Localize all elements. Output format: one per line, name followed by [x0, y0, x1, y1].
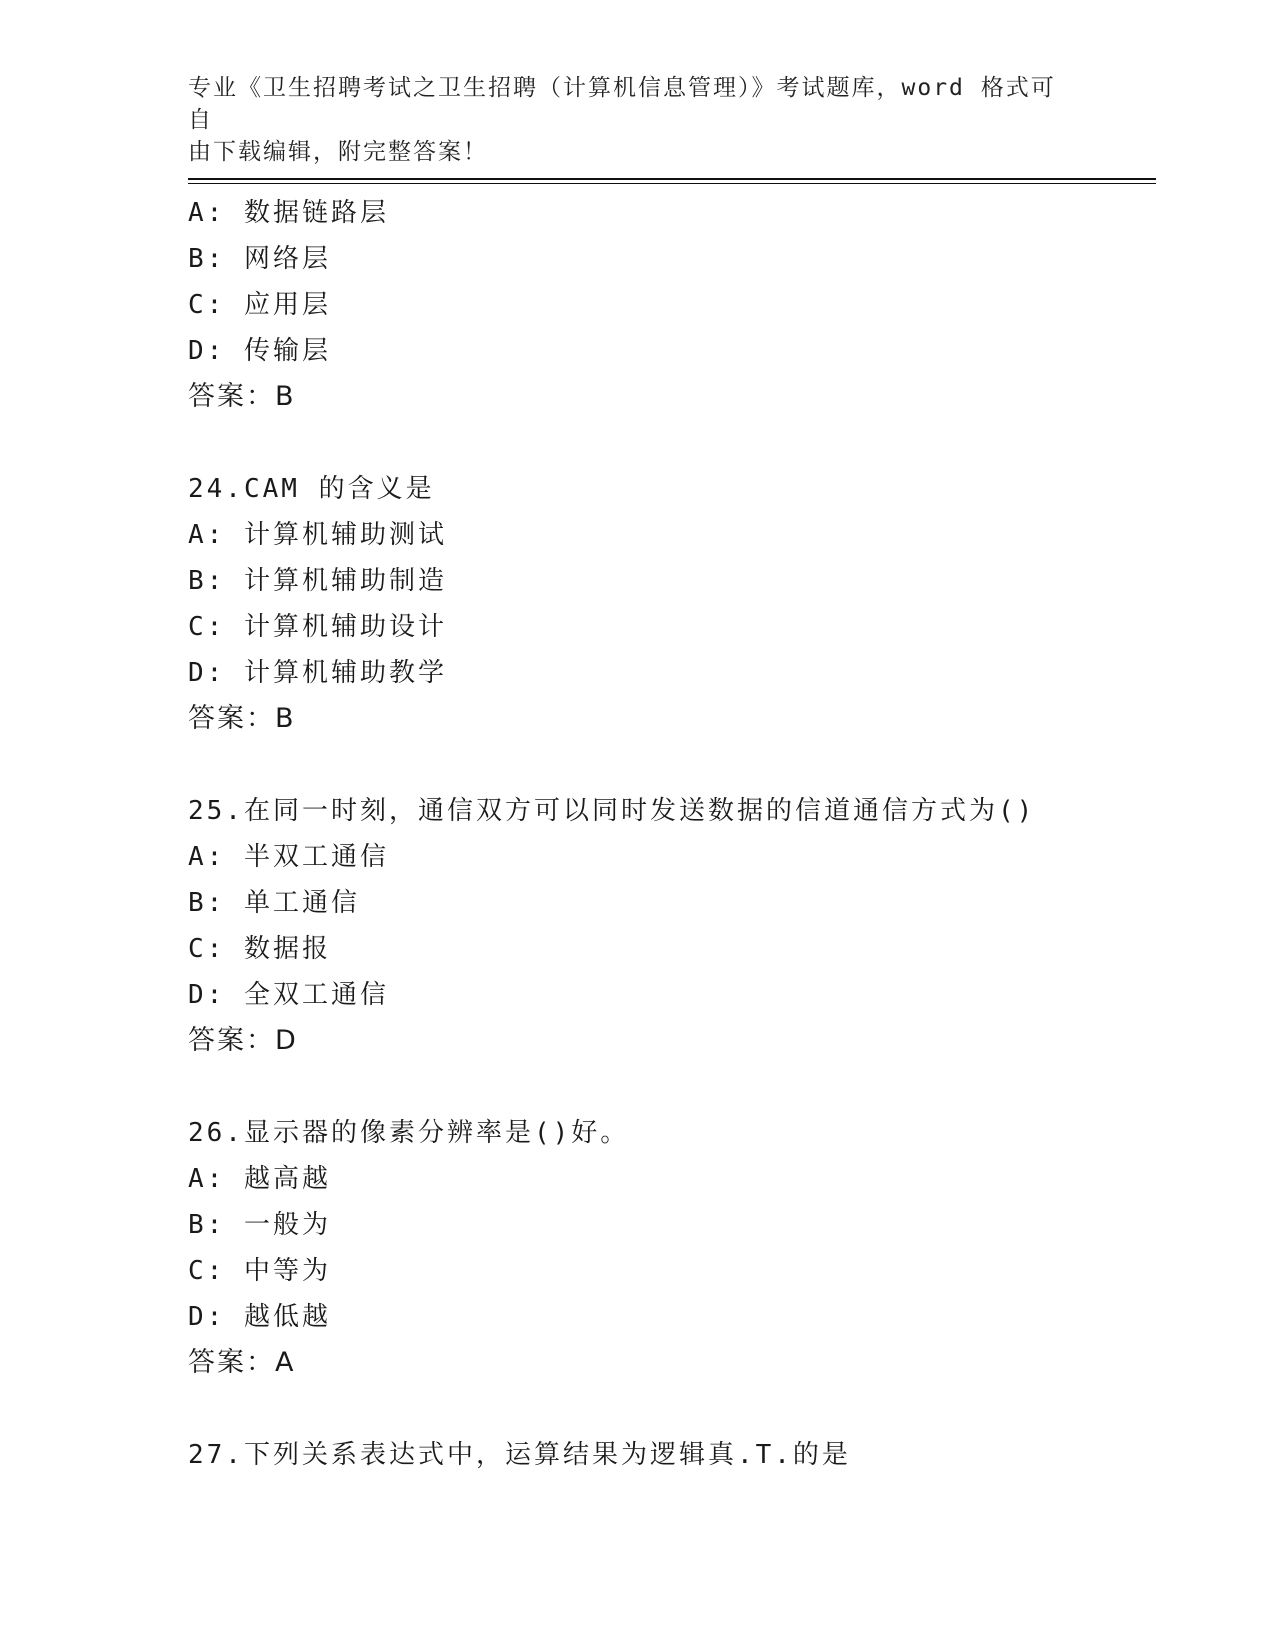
answer-line: 答案：B: [188, 703, 296, 734]
question-list: [188, 190, 1148, 1478]
question-text: 27.下列关系表达式中，运算结果为逻辑真.T.的是: [188, 1440, 851, 1470]
option-a: A: 数据链路层: [188, 198, 389, 228]
header-line-2: 由下载编辑，附完整答案！: [188, 139, 488, 165]
question-block-27: [188, 1432, 1148, 1478]
question-text: 26.显示器的像素分辨率是()好。: [188, 1118, 630, 1148]
option-a: A: 半双工通信: [188, 842, 389, 872]
document-header: [188, 72, 1078, 168]
option-c: C: 中等为: [188, 1256, 331, 1286]
option-a: A: 越高越: [188, 1164, 331, 1194]
question-block-25: [188, 788, 1148, 1064]
option-d: D: 计算机辅助教学: [188, 658, 447, 688]
header-divider-thick: [188, 178, 1156, 180]
question-text: 25.在同一时刻，通信双方可以同时发送数据的信道通信方式为(): [188, 796, 1036, 826]
spacer: [188, 1064, 1148, 1110]
question-block-26: [188, 1110, 1148, 1386]
question-text: 24.CAM 的含义是: [188, 474, 435, 504]
option-c: C: 计算机辅助设计: [188, 612, 447, 642]
answer-line: 答案：A: [188, 1347, 296, 1378]
option-d: D: 传输层: [188, 336, 331, 366]
question-block-24: [188, 466, 1148, 742]
option-b: B: 一般为: [188, 1210, 331, 1240]
option-c: C: 应用层: [188, 290, 331, 320]
option-d: D: 全双工通信: [188, 980, 389, 1010]
option-c: C: 数据报: [188, 934, 331, 964]
header-divider-thin: [188, 183, 1156, 184]
question-block-23: [188, 190, 1148, 420]
spacer: [188, 1386, 1148, 1432]
option-b: B: 计算机辅助制造: [188, 566, 447, 596]
answer-line: 答案：B: [188, 381, 296, 412]
header-line-1: 专业《卫生招聘考试之卫生招聘（计算机信息管理）》考试题库，word 格式可自: [188, 75, 1056, 133]
answer-line: 答案：D: [188, 1025, 298, 1056]
option-b: B: 单工通信: [188, 888, 360, 918]
spacer: [188, 742, 1148, 788]
spacer: [188, 420, 1148, 466]
option-d: D: 越低越: [188, 1302, 331, 1332]
option-a: A: 计算机辅助测试: [188, 520, 447, 550]
option-b: B: 网络层: [188, 244, 331, 274]
